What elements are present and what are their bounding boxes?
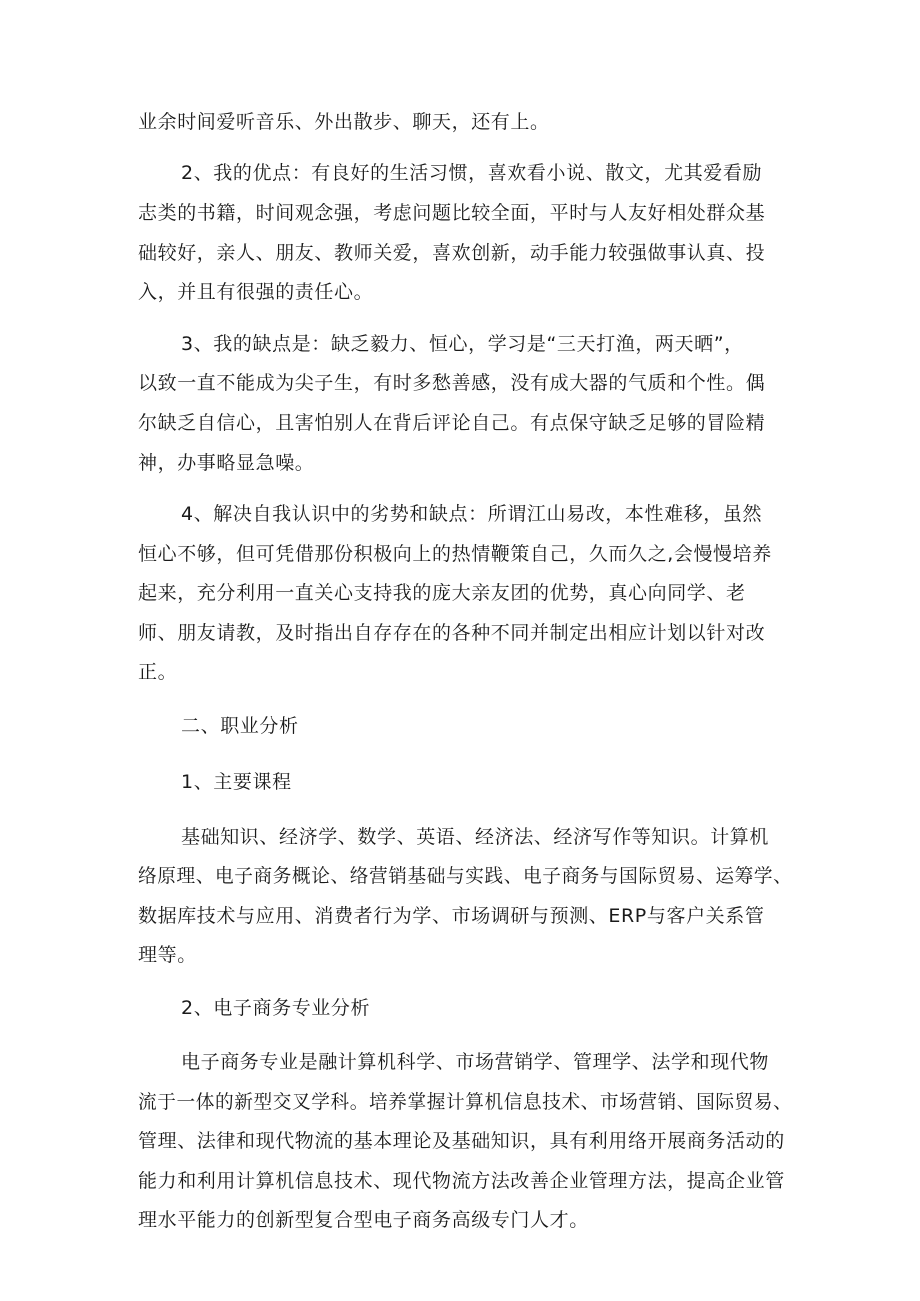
- paragraph-line: 业余时间爱听音乐、外出散步、聊天，还有上。: [138, 111, 550, 133]
- section-heading: 二、职业分析: [181, 715, 299, 737]
- subsection-heading: 1、主要课程: [181, 771, 292, 793]
- paragraph-line: 能力和利用计算机信息技术、现代物流方法改善企业管理方法，提高企业管: [138, 1170, 785, 1192]
- paragraph-line: 正。: [138, 661, 178, 683]
- paragraph-line: 3、我的缺点是：缺乏毅力、恒心，学习是“三天打渔，两天晒”，: [181, 333, 744, 355]
- paragraph-line: 入，并且有很强的责任心。: [138, 281, 374, 303]
- paragraph-line: 师、朋友请教，及时指出自存存在的各种不同并制定出相应计划以针对改: [138, 622, 766, 644]
- paragraph-line: 电子商务专业是融计算机科学、市场营销学、管理学、法学和现代物: [181, 1051, 770, 1073]
- paragraph-line: 基础知识、经济学、数学、英语、经济法、经济写作等知识。计算机: [181, 826, 770, 848]
- paragraph-line: 流于一体的新型交叉学科。培养掌握计算机信息技术、市场营销、国际贸易、: [138, 1091, 793, 1113]
- paragraph-line: 础较好，亲人、朋友、教师关爱，喜欢创新，动手能力较强做事认真、投: [138, 242, 766, 264]
- paragraph-line: 神，办事略显急噪。: [138, 452, 315, 474]
- paragraph-line: 理等。: [138, 944, 197, 966]
- paragraph-line: 以致一直不能成为尖子生，有时多愁善感，没有成大器的气质和个性。偶: [138, 372, 766, 394]
- paragraph-line: 2、我的优点：有良好的生活习惯，喜欢看小说、散文，尤其爱看励: [181, 162, 763, 184]
- paragraph-line: 4、解决自我认识中的劣势和缺点：所谓江山易改，本性难移，虽然: [181, 503, 763, 525]
- paragraph-line: 管理、法律和现代物流的基本理论及基础知识，具有利用络开展商务活动的: [138, 1130, 785, 1152]
- paragraph-line: 志类的书籍，时间观念强，考虑问题比较全面，平时与人友好相处群众基: [138, 202, 766, 224]
- subsection-heading: 2、电子商务专业分析: [181, 997, 371, 1019]
- paragraph-line: 络原理、电子商务概论、络营销基础与实践、电子商务与国际贸易、运筹学、: [138, 865, 793, 887]
- paragraph-line: 尔缺乏自信心，且害怕别人在背后评论自己。有点保守缺乏足够的冒险精: [138, 412, 766, 434]
- paragraph-line: 恒心不够，但可凭借那份积极向上的热情鞭策自己，久而久之,会慢慢培养: [138, 543, 772, 565]
- paragraph-line: 数据库技术与应用、消费者行为学、市场调研与预测、ERP与客户关系管: [138, 905, 765, 927]
- paragraph-line: 起来，充分利用一直关心支持我的庞大亲友团的优势，真心向同学、老: [138, 582, 746, 604]
- paragraph-line: 理水平能力的创新型复合型电子商务高级专门人才。: [138, 1209, 589, 1231]
